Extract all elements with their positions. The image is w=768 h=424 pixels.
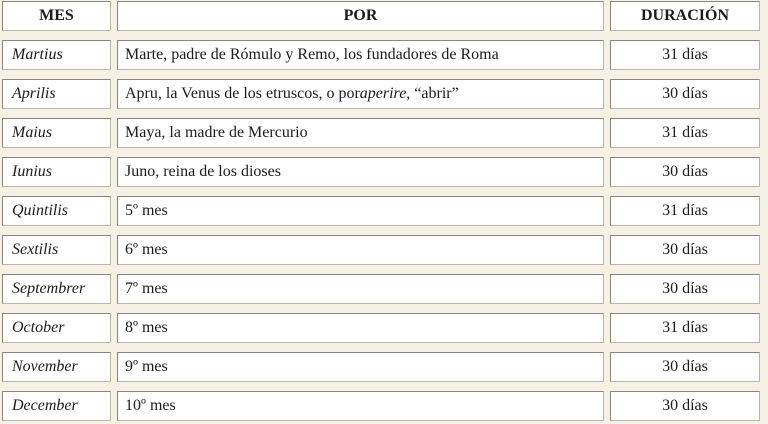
mes-cell-quintilis: Quintilis — [2, 196, 111, 226]
duracion-cell-october: 31 días — [610, 313, 760, 343]
duracion-cell-septembrer: 30 días — [610, 274, 760, 304]
por-cell-november: 9º mes — [117, 352, 604, 382]
mes-cell-october: October — [2, 313, 111, 343]
mes-cell-november: November — [2, 352, 111, 382]
por-cell-sextilis: 6º mes — [117, 235, 604, 265]
duracion-cell-november: 30 días — [610, 352, 760, 382]
por-cell-aprilis: Apru, la Venus de los etruscos, o por aperire , “abrir” — [117, 79, 604, 109]
mes-cell-sextilis: Sextilis — [2, 235, 111, 265]
mes-cell-septembrer: Septembrer — [2, 274, 111, 304]
mes-cell-iunius: Iunius — [2, 157, 111, 187]
por-cell-quintilis: 5º mes — [117, 196, 604, 226]
por-cell-december: 10º mes — [117, 391, 604, 421]
por-cell-october: 8º mes — [117, 313, 604, 343]
duracion-cell-martius: 31 días — [610, 40, 760, 70]
months-table — [2, 1, 760, 421]
por-cell-maius: Maya, la madre de Mercurio — [117, 118, 604, 148]
por-cell-iunius: Juno, reina de los dioses — [117, 157, 604, 187]
header-mes: MES — [2, 1, 111, 31]
mes-cell-maius: Maius — [2, 118, 111, 148]
header-duracion: DURACIÓN — [610, 1, 760, 31]
mes-cell-aprilis: Aprilis — [2, 79, 111, 109]
duracion-cell-december: 30 días — [610, 391, 760, 421]
por-cell-septembrer: 7º mes — [117, 274, 604, 304]
mes-cell-december: December — [2, 391, 111, 421]
duracion-cell-iunius: 30 días — [610, 157, 760, 187]
por-cell-martius: Marte, padre de Rómulo y Remo, los fundadores de Roma — [117, 40, 604, 70]
header-por: POR — [117, 1, 604, 31]
duracion-cell-maius: 31 días — [610, 118, 760, 148]
duracion-cell-sextilis: 30 días — [610, 235, 760, 265]
duracion-cell-aprilis: 30 días — [610, 79, 760, 109]
duracion-cell-quintilis: 31 días — [610, 196, 760, 226]
mes-cell-martius: Martius — [2, 40, 111, 70]
